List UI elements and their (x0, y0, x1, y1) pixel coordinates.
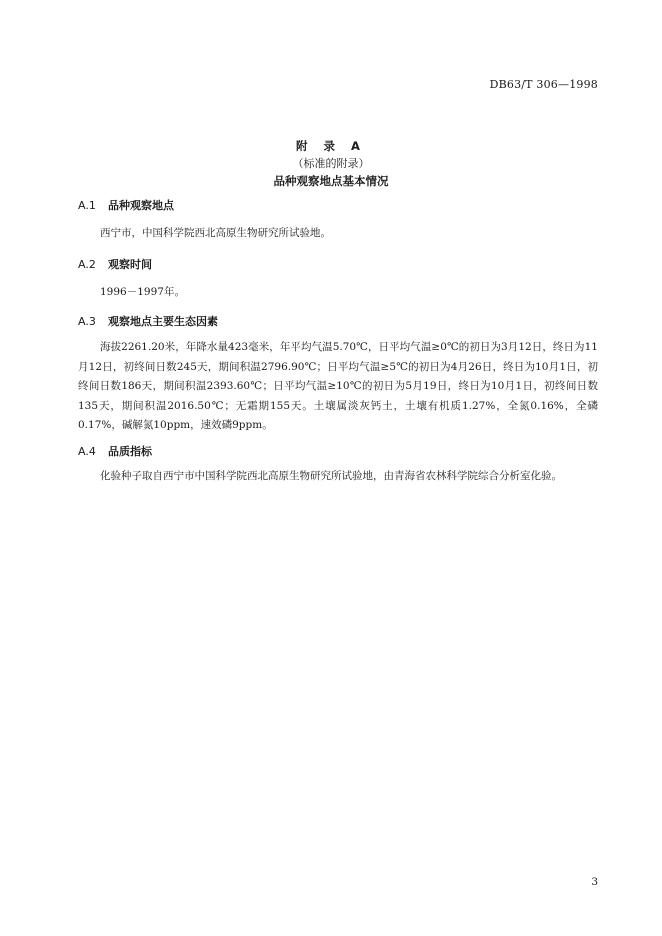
section-heading-a4 (78, 444, 598, 460)
appendix-title: 附 录 A (296, 139, 366, 153)
standard-code: DB63/T 306—1998 (489, 78, 598, 91)
appendix-header (0, 137, 662, 190)
section-text-a1: 西宁市，中国科学院西北高原生物研究所试验地。 (100, 227, 331, 239)
section-text-a2: 1996－1997年。 (100, 285, 185, 298)
section-number: A.1 (78, 199, 96, 212)
section-number: A.3 (78, 315, 96, 328)
appendix-subtitle: （标准的附录） (292, 157, 370, 170)
section-title: 观察时间 (108, 257, 152, 271)
section-number: A.4 (78, 444, 96, 458)
section-number: A.2 (78, 257, 96, 271)
section-text-a4: 化验种子取自西宁市中国科学院西北高原生物研究所试验地，由青海省农林科学院综合分析室化验。 (100, 469, 562, 482)
section-title: 品种观察地点 (108, 199, 174, 212)
section-text-a3: 海拔2261.20米，年降水量423毫米，年平均气温5.70℃，日平均气温≥0℃的初日为3月12日，终日为11月12日，初终间日数245天，期间积温2796.90℃；日平均气温≥5℃的初日为4月26日，终日为10月1日，初终间日数186天，期间积温2393.60℃；日平均气温≥10℃的初日为5月19日，终日为10月1日，初终间日数135天，期间积温2016.50℃；无霜期155天。土壤属淡灰钙土，土壤有机质1.27%，全氮0.16%，全磷0.17%，碱解氮10ppm，速效磷9ppm。 (78, 341, 598, 431)
appendix-heading: 品种观察地点基本情况 (273, 174, 389, 188)
section-title: 观察地点主要生态因素 (108, 315, 218, 328)
section-heading-a2 (78, 257, 598, 273)
section-heading-a3 (78, 314, 598, 330)
appendix-content (78, 198, 598, 486)
section-heading-a1 (78, 198, 598, 214)
page-number: 3 (591, 876, 598, 888)
section-title: 品质指标 (108, 444, 152, 458)
